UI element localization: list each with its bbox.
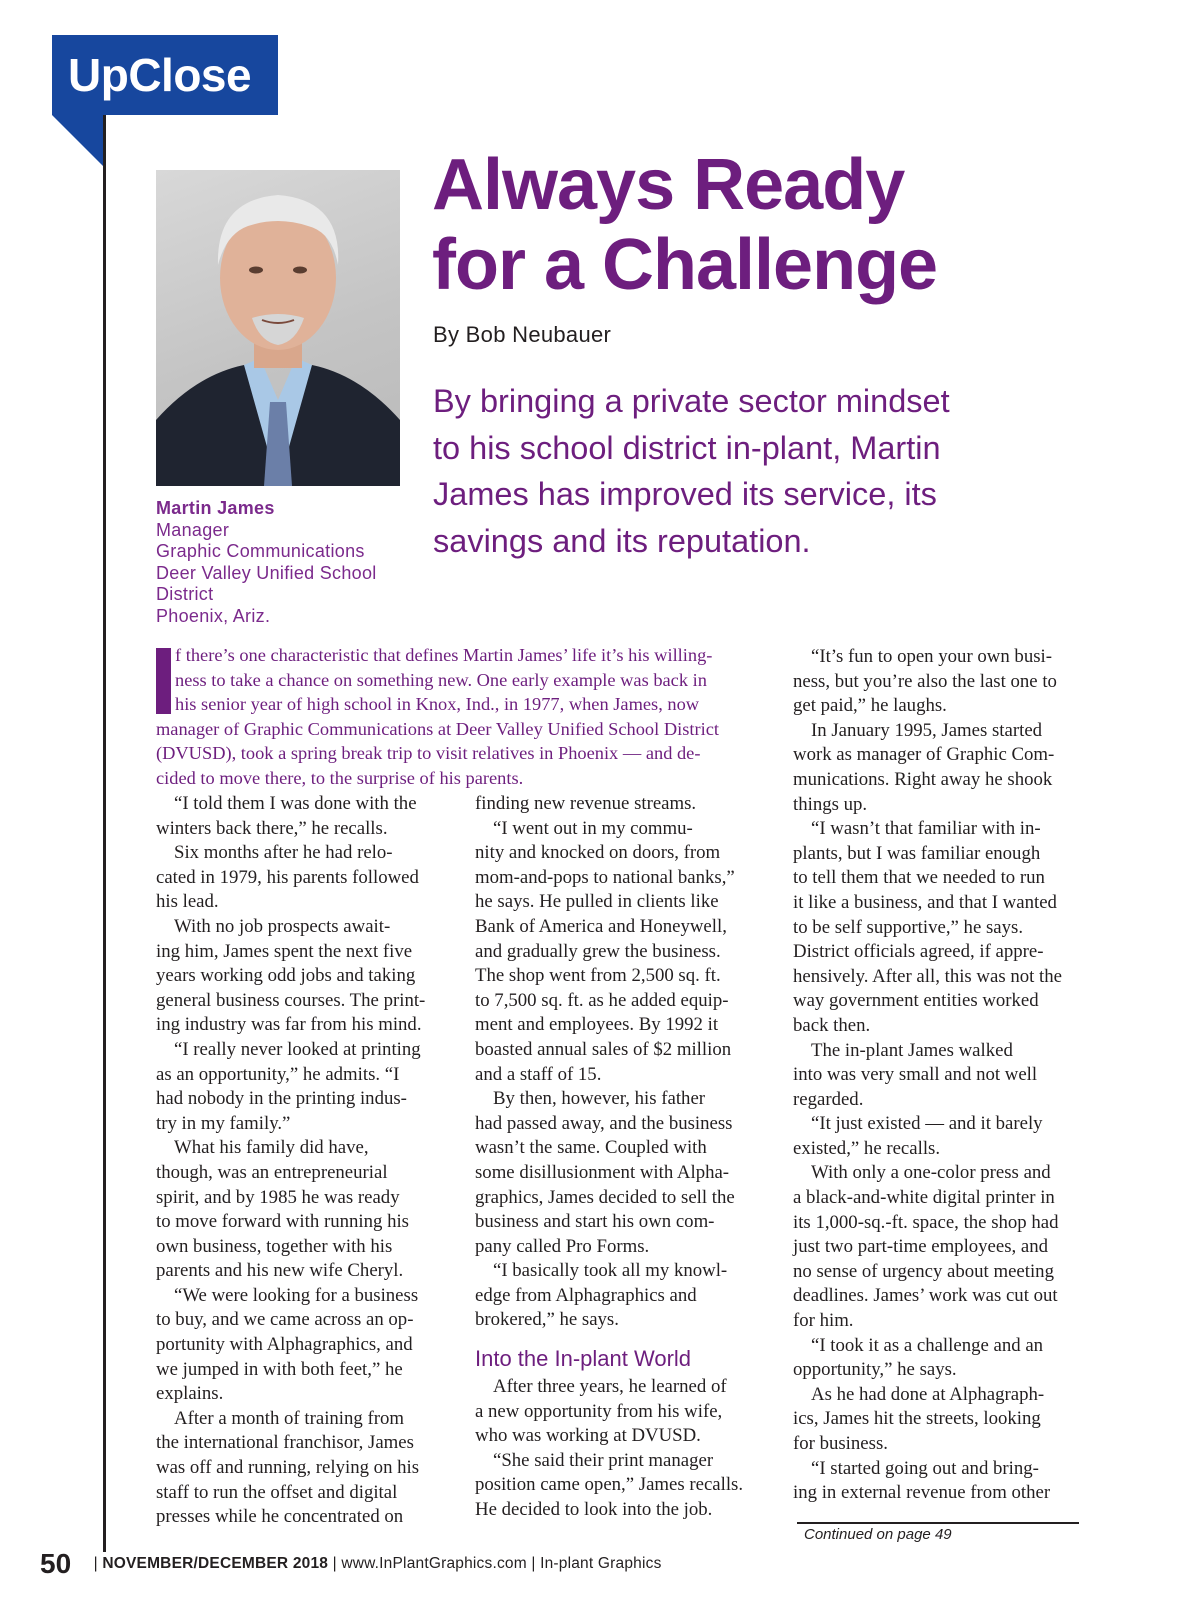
- body-line: “I took it as a challenge and an: [811, 1334, 1044, 1356]
- body-line: a black-and-white digital printer in: [793, 1187, 1055, 1209]
- body-line: way government entities worked: [793, 990, 1039, 1012]
- caption-location: Phoenix, Ariz.: [156, 605, 271, 626]
- body-line: try in my family.”: [156, 1112, 291, 1134]
- continued-notice: Continued on page 49: [804, 1526, 952, 1543]
- caption-title: Manager: [156, 519, 230, 540]
- body-line: spirit, and by 1985 he was ready: [156, 1186, 400, 1208]
- body-line: After a month of training from: [174, 1407, 405, 1429]
- body-line: had nobody in the printing indus-: [156, 1088, 407, 1110]
- body-line: parents and his new wife Cheryl.: [156, 1260, 404, 1282]
- body-line: general business courses. The print-: [156, 989, 426, 1011]
- caption-department: Graphic Communications: [156, 541, 365, 561]
- body-line: its 1,000-sq.-ft. space, the shop had: [793, 1211, 1059, 1233]
- footer-text: | NOVEMBER/DECEMBER 2018 | www.InPlantGraphics.com | In-plant Graphics: [93, 1555, 662, 1572]
- body-line: “We were looking for a business: [174, 1284, 419, 1306]
- body-line: deadlines. James’ work was cut out: [793, 1285, 1058, 1307]
- body-line: a new opportunity from his wife,: [475, 1400, 723, 1422]
- body-line: ing him, James spent the next five: [156, 940, 413, 962]
- body-line: He decided to look into the job.: [475, 1499, 713, 1521]
- body-line: “I told them I was done with the: [174, 793, 417, 814]
- body-line: cated in 1979, his parents followed: [156, 866, 419, 888]
- body-line: to buy, and we came across an op-: [156, 1309, 414, 1331]
- body-line: back then.: [793, 1014, 871, 1036]
- body-line: ing in external revenue from other: [793, 1482, 1051, 1504]
- footer-publication: | www.InPlantGraphics.com | In-plant Graphics: [328, 1555, 662, 1572]
- section-tag: UpClose: [52, 35, 278, 115]
- body-line: some disillusionment with Alpha-: [475, 1161, 730, 1183]
- body-line: ics, James hit the streets, looking: [793, 1408, 1041, 1430]
- body-line: to be self supportive,” he says.: [793, 916, 1024, 938]
- body-line: was off and running, relying on his: [156, 1457, 420, 1479]
- body-line: for him.: [793, 1310, 854, 1332]
- body-column-1: [156, 792, 456, 1530]
- body-line: opportunity,” he says.: [793, 1359, 957, 1381]
- body-line: existed,” he recalls.: [793, 1137, 941, 1159]
- intro-line: ness to take a chance on something new. One early example was back in: [175, 669, 707, 690]
- body-line: The in-plant James walked: [811, 1039, 1013, 1061]
- body-line: years working odd jobs and taking: [156, 965, 416, 987]
- portrait-photo: [156, 170, 400, 486]
- headline-line: Always Ready: [432, 145, 905, 225]
- body-line: ness, but you’re also the last one to: [793, 670, 1057, 692]
- caption-organization: Deer Valley Unified School: [156, 562, 377, 583]
- footer-issue: NOVEMBER/DECEMBER 2018: [102, 1555, 329, 1572]
- body-line: staff to run the offset and digital: [156, 1481, 398, 1503]
- body-line: work as manager of Graphic Com-: [793, 744, 1055, 766]
- section-tag-fold: [52, 115, 104, 167]
- body-line: finding new revenue streams.: [475, 793, 697, 814]
- body-line: ment and employees. By 1992 it: [475, 1014, 719, 1036]
- body-line: regarded.: [793, 1088, 864, 1110]
- body-line: “I basically took all my knowl-: [493, 1260, 728, 1282]
- body-line: into was very small and not well: [793, 1064, 1038, 1086]
- deck-line: James has improved its service, its: [433, 476, 937, 512]
- body-line: the international franchisor, James: [156, 1432, 414, 1454]
- page-footer: [40, 1548, 662, 1580]
- body-line: mom-and-pops to national banks,”: [475, 866, 735, 888]
- body-line: With no job prospects await-: [174, 915, 391, 937]
- body-line: pany called Pro Forms.: [475, 1235, 650, 1257]
- body-line: to 7,500 sq. ft. as he added equip-: [475, 989, 729, 1011]
- body-line: it like a business, and that I wanted: [793, 891, 1057, 913]
- body-line: for business.: [793, 1433, 888, 1454]
- body-column-2: [475, 792, 775, 1523]
- body-line: presses while he concentrated on: [156, 1506, 404, 1528]
- vertical-rule: [103, 115, 106, 1552]
- body-line: Bank of America and Honeywell,: [475, 915, 727, 937]
- deck-line: to his school district in-plant, Martin: [433, 429, 941, 466]
- body-line: “I started going out and bring-: [811, 1457, 1039, 1479]
- page-number: 50: [40, 1548, 72, 1579]
- body-line: With only a one-color press and: [811, 1162, 1051, 1184]
- body-line: “I went out in my commu-: [493, 817, 693, 839]
- body-line: he says. He pulled in clients like: [475, 891, 719, 913]
- body-line: and gradually grew the business.: [475, 940, 721, 962]
- intro-line: f there’s one characteristic that defines Martin James’ life it’s his willing-: [175, 645, 713, 665]
- body-line: winters back there,” he recalls.: [156, 817, 388, 839]
- body-line: “I really never looked at printing: [174, 1038, 421, 1060]
- body-line: to move forward with running his: [156, 1211, 409, 1233]
- body-line: Six months after he had relo-: [174, 842, 393, 864]
- body-line: we jumped in with both feet,” he: [156, 1358, 403, 1380]
- body-line: position came open,” James recalls.: [475, 1474, 744, 1496]
- continued-rule: [797, 1522, 1079, 1524]
- headline-line: for a Challenge: [432, 225, 938, 305]
- byline: By Bob Neubauer: [433, 322, 612, 347]
- body-line: After three years, he learned of: [493, 1376, 727, 1398]
- body-column-3: [793, 645, 1093, 1506]
- body-line: “I wasn’t that familiar with in-: [811, 818, 1041, 840]
- intro-line: cided to move there, to the surprise of his parents.: [156, 767, 524, 788]
- body-line: just two part-time employees, and: [793, 1236, 1049, 1258]
- body-line: boasted annual sales of $2 million: [475, 1038, 732, 1060]
- body-line: In January 1995, James started: [811, 719, 1043, 741]
- body-line: “It just existed — and it barely: [811, 1113, 1043, 1135]
- intro-paragraph: [156, 643, 762, 791]
- body-line: his lead.: [156, 891, 219, 913]
- body-line: to tell them that we needed to run: [793, 867, 1045, 889]
- deck-line: savings and its reputation.: [433, 522, 811, 559]
- body-line: get paid,” he laughs.: [793, 695, 947, 717]
- body-line: By then, however, his father: [493, 1088, 706, 1110]
- intro-line: (DVUSD), took a spring break trip to visit relatives in Phoenix — and de-: [156, 743, 701, 764]
- body-line: District officials agreed, if appre-: [793, 941, 1044, 963]
- body-line: edge from Alphagraphics and: [475, 1284, 697, 1306]
- body-line: as an opportunity,” he admits. “I: [156, 1063, 400, 1085]
- body-line: wasn’t the same. Coupled with: [475, 1137, 707, 1159]
- body-line: ing industry was far from his mind.: [156, 1014, 422, 1036]
- body-line: The shop went from 2,500 sq. ft.: [475, 965, 721, 987]
- deck: [433, 378, 1073, 564]
- body-line: What his family did have,: [174, 1137, 369, 1159]
- deck-line: By bringing a private sector mindset: [433, 383, 950, 419]
- body-line: no sense of urgency about meeting: [793, 1260, 1054, 1282]
- body-line: “It’s fun to open your own busi-: [811, 646, 1052, 667]
- body-line: As he had done at Alphagraph-: [811, 1383, 1045, 1405]
- body-line: own business, together with his: [156, 1235, 393, 1257]
- body-line: business and start his own com-: [475, 1211, 715, 1233]
- body-line: hensively. After all, this was not the: [793, 965, 1062, 987]
- body-line: though, was an entrepreneurial: [156, 1161, 388, 1183]
- body-line: brokered,” he says.: [475, 1309, 619, 1331]
- body-line: “She said their print manager: [493, 1449, 714, 1471]
- body-line: graphics, James decided to sell the: [475, 1186, 735, 1208]
- body-line: and a staff of 15.: [475, 1063, 602, 1085]
- body-line: explains.: [156, 1383, 224, 1405]
- body-line: plants, but I was familiar enough: [793, 842, 1041, 864]
- body-line: nity and knocked on doors, from: [475, 842, 721, 864]
- photo-caption: [156, 498, 416, 627]
- body-line: munications. Right away he shook: [793, 768, 1053, 790]
- caption-organization-cont: District: [156, 584, 214, 604]
- intro-line: manager of Graphic Communications at Deer Valley Unified School District: [156, 718, 719, 739]
- intro-line: his senior year of high school in Knox, Ind., in 1977, when James, now: [175, 694, 700, 715]
- body-line: who was working at DVUSD.: [475, 1425, 701, 1447]
- caption-name: Martin James: [156, 498, 275, 518]
- body-line: had passed away, and the business: [475, 1112, 733, 1134]
- subhead: Into the In-plant World: [475, 1346, 692, 1372]
- body-line: portunity with Alphagraphics, and: [156, 1334, 413, 1356]
- body-line: things up.: [793, 793, 868, 815]
- headline: [432, 145, 937, 305]
